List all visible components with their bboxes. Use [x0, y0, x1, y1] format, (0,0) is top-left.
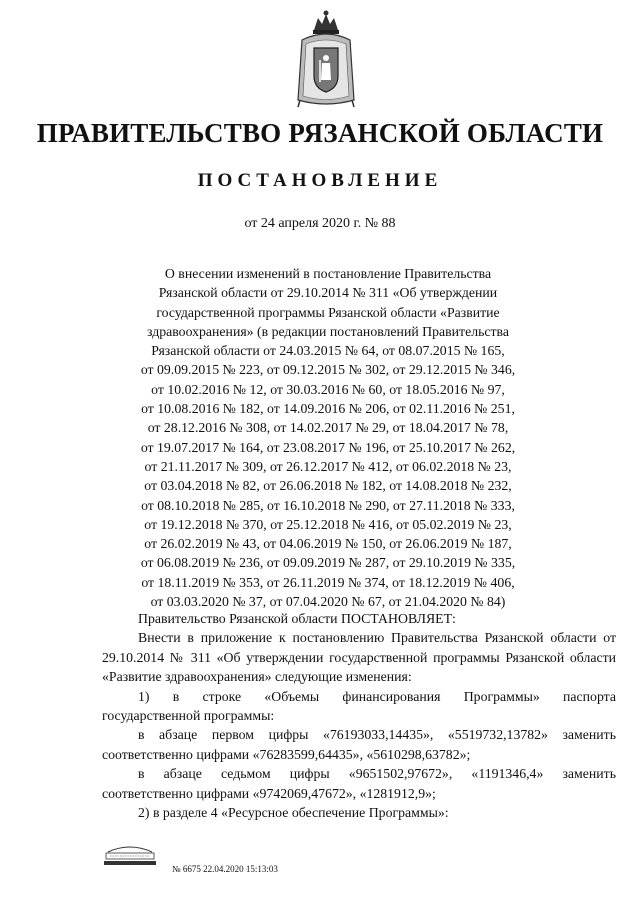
subject-line: от 10.02.2016 № 12, от 30.03.2016 № 60, от 18.05.2016 № 97, — [151, 381, 505, 397]
subject-line: от 10.08.2016 № 182, от 14.09.2016 № 206, от 02.11.2016 № 251, — [141, 401, 515, 417]
subject-line: Рязанской области от 29.10.2014 № 311 «Об утверждении — [158, 285, 498, 301]
subject-line: государственной программы Рязанской области «Развитие — [156, 304, 500, 320]
subject-line: от 03.04.2018 № 82, от 26.06.2018 № 182, от 14.08.2018 № 232, — [144, 478, 512, 494]
document-date-number: от 24 апреля 2020 г. № 88 — [244, 216, 396, 231]
subject-line: от 08.10.2018 № 285, от 16.10.2018 № 290, от 27.11.2018 № 333, — [141, 497, 515, 513]
subject-line: от 19.12.2018 № 370, от 25.12.2018 № 416, от 05.02.2019 № 23, — [144, 516, 512, 532]
document-type: ПОСТАНОВЛЕНИЕ — [197, 170, 443, 191]
subject-line: здравоохранения» (в редакции постановлений Правительства — [147, 323, 509, 339]
paragraph-first-abzac: в абзаце первом цифры «76193033,14435», «5519732,13782» заменить соответственно цифрами «76283599,64435», «5610298,63782»; — [102, 727, 616, 762]
paragraph-seventh-abzac: в абзаце седьмом цифры «9651502,97672», «1191346,4» заменить соответственно цифрами «9742069,47672», «1281912,9»; — [102, 766, 616, 801]
paragraph-intro: Внести в приложение к постановлению Правительства Рязанской области от 29.10.2014 № 311 «Об утверждении государственной программы Рязанской области «Развитие здравоохранения» следующие изменения: — [102, 630, 616, 685]
subject-line: от 09.09.2015 № 223, от 09.12.2015 № 302, от 29.12.2015 № 346, — [140, 362, 516, 378]
subject-line: от 21.11.2017 № 309, от 26.12.2017 № 412, от 06.02.2018 № 23, — [144, 458, 512, 474]
subject-line: О внесении изменений в постановление Правительства — [164, 266, 492, 281]
subject-line: от 19.07.2017 № 164, от 23.08.2017 № 196, от 25.10.2017 № 262, — [140, 439, 516, 455]
paragraph-item-1: 1) в строке «Объемы финансирования Программы» паспорта — [138, 688, 616, 704]
government-title: ПРАВИТЕЛЬСТВО РЯЗАНСКОЙ ОБЛАСТИ — [36, 118, 604, 148]
subject-line: от 03.03.2020 № 37, от 07.04.2020 № 67, от 21.04.2020 № 84) — [150, 594, 506, 610]
subject-line: от 26.02.2019 № 43, от 04.06.2019 № 150, от 26.06.2019 № 187, — [144, 536, 512, 552]
paragraph-item-2: 2) в разделе 4 «Ресурсное обеспечение Программы»: — [138, 805, 449, 821]
subject-line: от 06.08.2019 № 236, от 09.09.2019 № 287, от 29.10.2019 № 335, — [140, 555, 516, 571]
registry-logo-icon — [100, 840, 160, 870]
subject-line: от 28.12.2016 № 308, от 14.02.2017 № 29, от 18.04.2017 № 78, — [147, 420, 509, 436]
document-body — [102, 609, 616, 822]
paragraph-item-1-cont: государственной программы: — [102, 708, 275, 724]
subject-line: Рязанской области от 24.03.2015 № 64, от 08.07.2015 № 165, — [151, 343, 505, 359]
registration-stamp: № 6675 22.04.2020 15:13:03 — [172, 864, 278, 874]
decree-line: Правительство Рязанской области ПОСТАНОВЛЯЕТ: — [138, 611, 456, 626]
subject-line: от 18.11.2019 № 353, от 26.11.2019 № 374, от 18.12.2019 № 406, — [141, 574, 515, 590]
document-subject — [108, 264, 548, 611]
coat-of-arms-icon — [296, 8, 356, 108]
